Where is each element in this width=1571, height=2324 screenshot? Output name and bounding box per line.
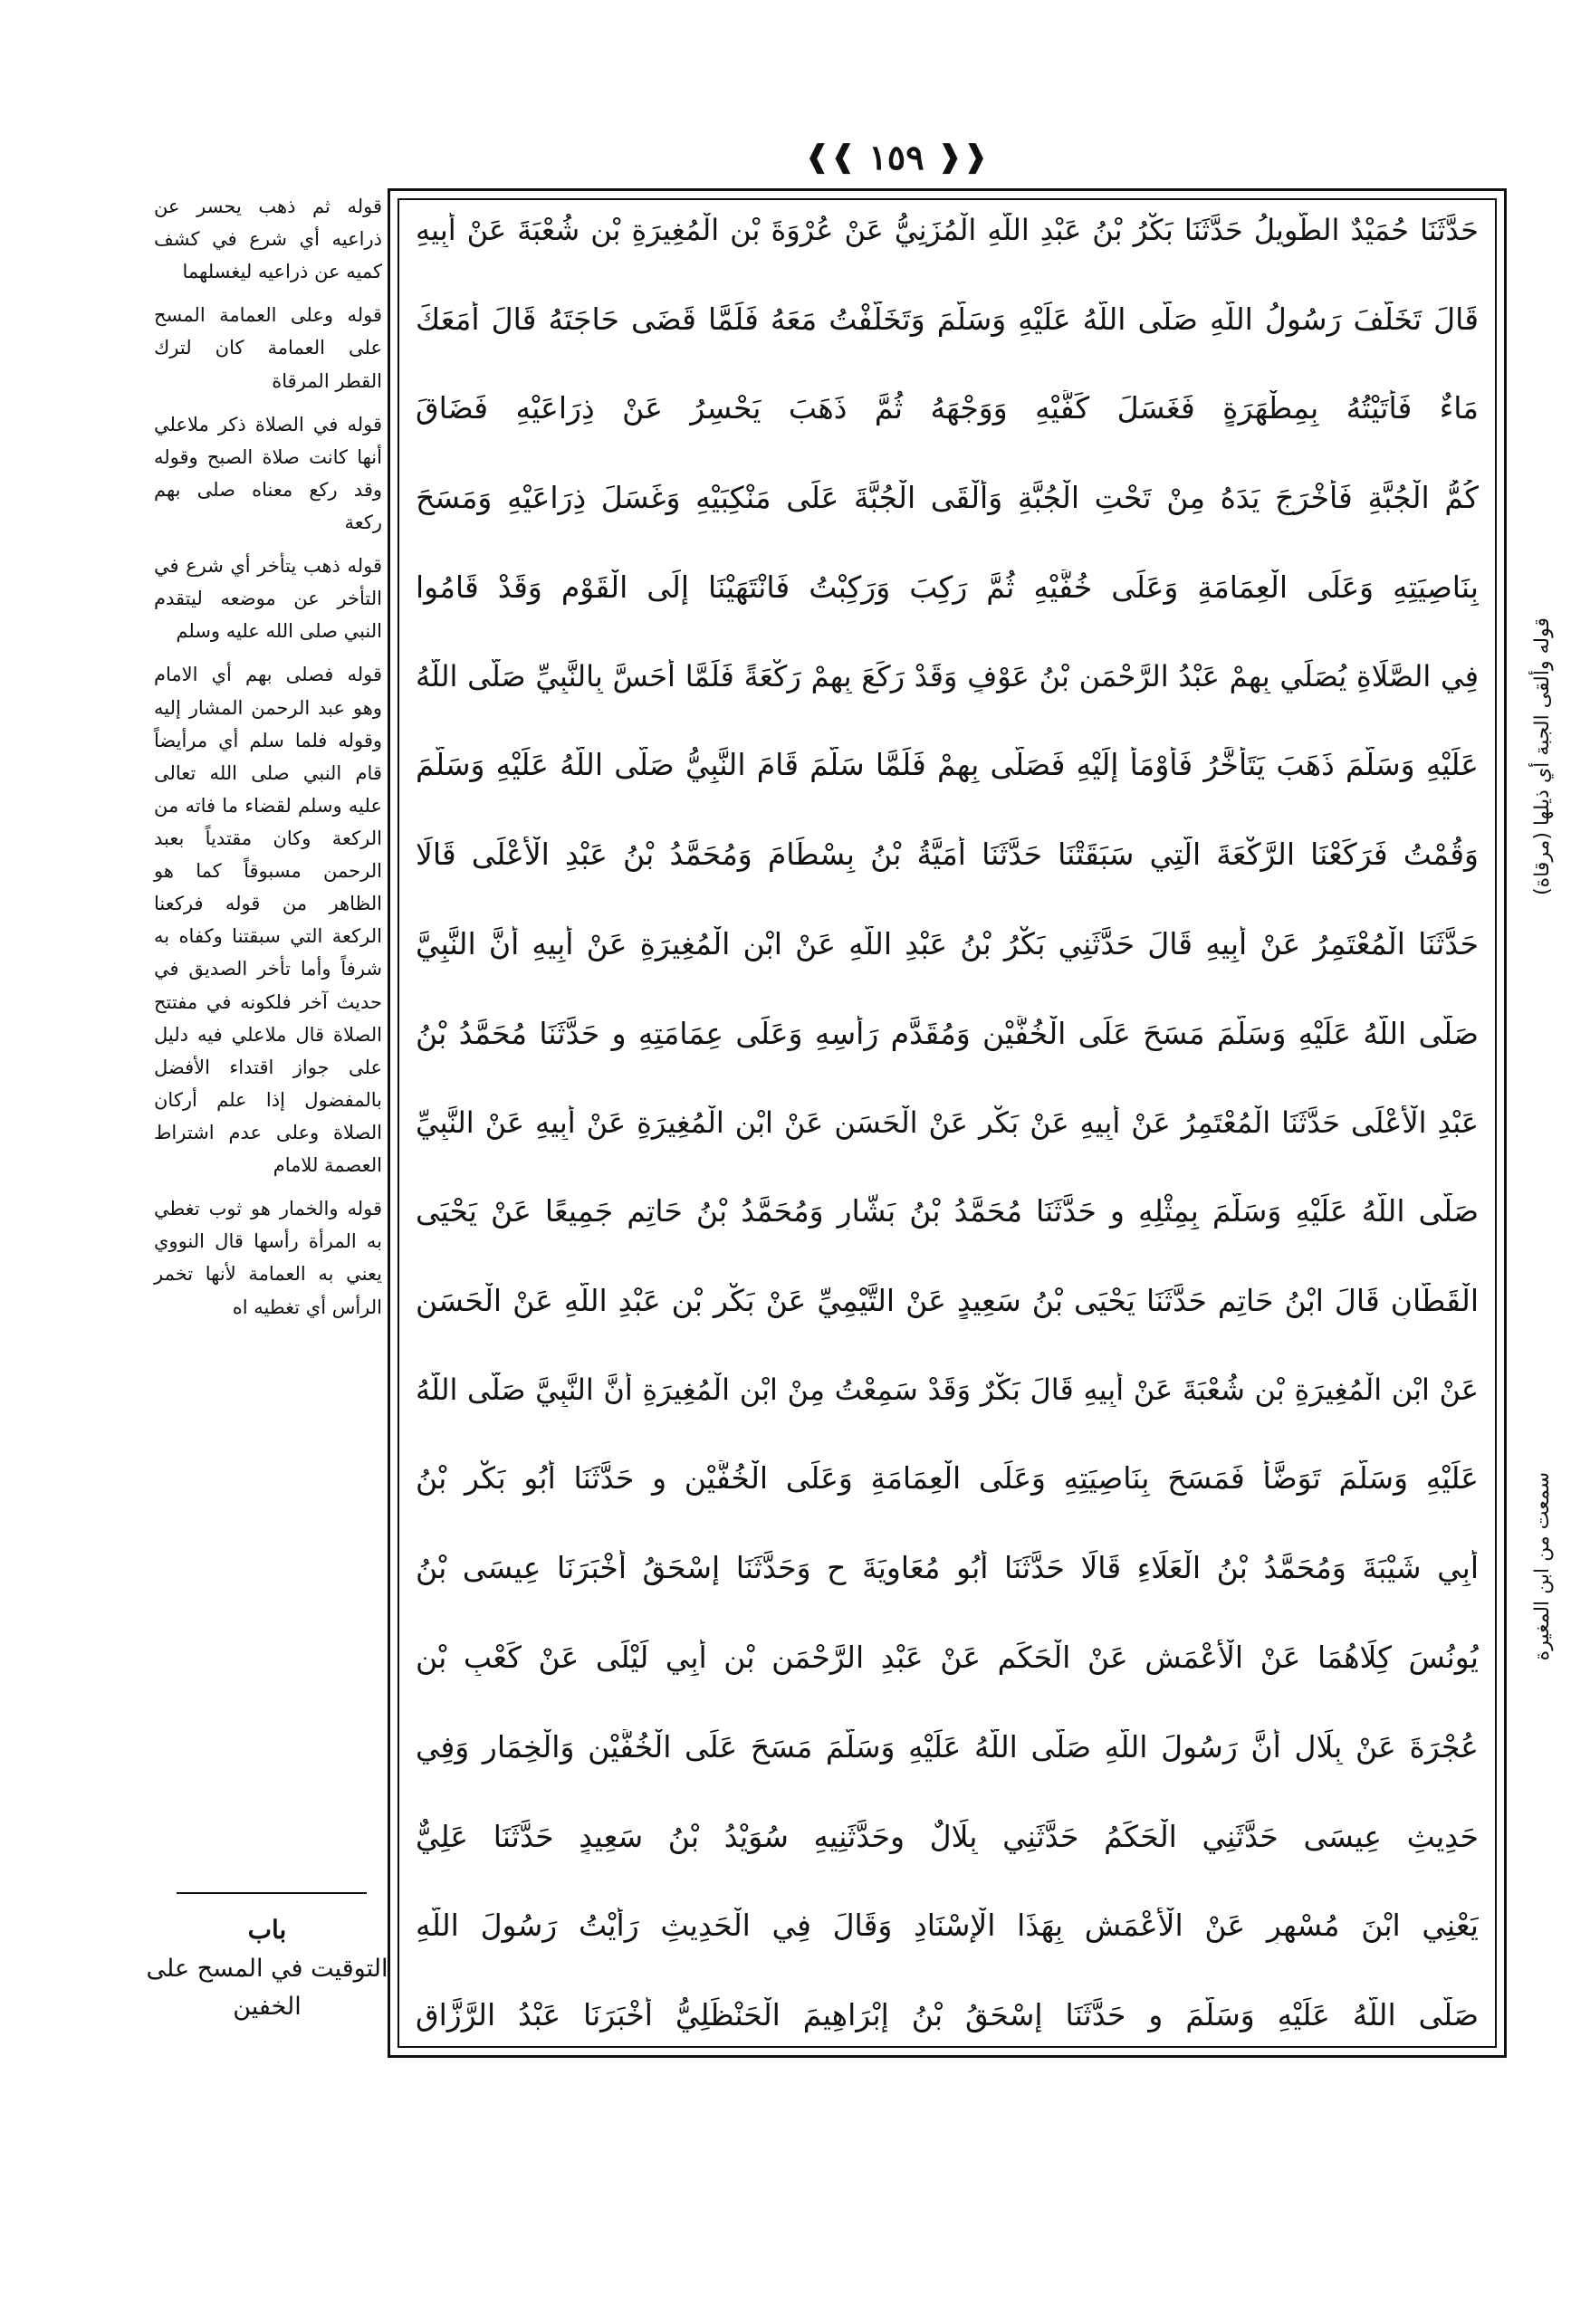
commentary-note: قوله في الصلاة ذكر ملاعلي أنها كانت صلاة الصبح وقوله وقد ركع معناه صلى بهم ركعة [154,413,382,533]
main-text-line: قَالَ تَخَلَّفَ رَسُولُ اللَّهِ صَلَّى اللَّهُ عَلَيْهِ وَسَلَّمَ وَتَخَلَّفْتُ مَعَهُ فَلَمَّا قَضَى حَاجَتَهُ قَالَ أَمَعَكَ [416,301,1479,337]
commentary-note: قوله وعلى العمامة المسح على العمامة كان لترك القطر المرقاة [154,304,382,392]
page-number-text: ١٥٩ [868,136,924,177]
page-number [788,131,1005,182]
main-text-body [416,213,1479,2033]
main-text-line: أَبِي شَيْبَةَ وَمُحَمَّدُ بْنُ الْعَلَاءِ قَالَا حَدَّثَنَا أَبُو مُعَاوِيَةَ ح وَحَدَّثَنَا إِسْحَقُ أَخْبَرَنَا عِيسَى بْنُ [416,1550,1479,1586]
ornament-left-icon: ❰❰ [804,139,857,175]
margin-commentary [154,190,382,1874]
chapter-title: التوقيت في المسح على الخفين [146,1955,388,2021]
main-text-line: صَلَّى اللَّهُ عَلَيْهِ وَسَلَّمَ بِمِثْلِهِ و حَدَّثَنَا مُحَمَّدُ بْنُ بَشَّارٍ وَمُحَمَّدُ بْنُ حَاتِمٍ جَمِيعًا عَنْ يَحْيَى [416,1193,1479,1229]
main-text-line: يُونُسَ كِلَاهُمَا عَنْ الْأَعْمَشِ عَنْ الْحَكَمِ عَنْ عَبْدِ الرَّحْمَنِ بْنِ أَبِي لَيْلَى عَنْ كَعْبِ بْنِ [416,1639,1479,1675]
main-text-line: فِي الصَّلَاةِ يُصَلِّي بِهِمْ عَبْدُ الرَّحْمَنِ بْنُ عَوْفٍ وَقَدْ رَكَعَ بِهِمْ رَكْعَةً فَلَمَّا أَحَسَّ بِالنَّبِيِّ صَلَّى اللَّهُ [416,658,1479,693]
main-text-line: عُجْرَةَ عَنْ بِلَالٍ أَنَّ رَسُولَ اللَّهِ صَلَّى اللَّهُ عَلَيْهِ وَسَلَّمَ مَسَحَ عَلَى الْخُفَّيْنِ وَالْخِمَارِ وَفِي [416,1728,1479,1765]
main-text-line: مَاءٌ فَأَتَيْتُهُ بِمِطْهَرَةٍ فَغَسَلَ كَفَّيْهِ وَوَجْهَهُ ثُمَّ ذَهَبَ يَحْسِرُ عَنْ ذِرَاعَيْهِ فَضَاقَ [416,390,1479,426]
main-text-line: حَدَّثَنَا حُمَيْدٌ الطَّوِيلُ حَدَّثَنَا بَكْرُ بْنُ عَبْدِ اللَّهِ الْمُزَنِيُّ عَنْ عُرْوَةَ بْنِ الْمُغِيرَةِ بْنِ شُعْبَةَ عَنْ أَبِيهِ [416,213,1479,247]
commentary-note: قوله والخمار هو ثوب تغطي به المرأة رأسها قال النووي يعني به العمامة لأنها تخمر الرأس أي تغطيه اه [154,1198,382,1318]
commentary-note: قوله فصلى بهم أي الامام وهو عبد الرحمن المشار إليه وقوله فلما سلم أي مرأيضاً قام النبي صلى الله تعالى عليه وسلم لقضاء ما فاته من الركعة وكان مقتدياً بعبد الرحمن مسبوقاً كما هو الظاهر من قوله فركعنا الركعة التي سبقتنا وكفاه به شرفاً وأما تأخر الصديق في حديث آخر فلكونه في مفتتح الصلاة قال ملاعلي فيه دليل على جواز اقتداء الأفضل بالمفضول إذا علم أركان الصلاة وعلى عدم اشتراط العصمة للامام [154,664,382,1177]
main-text-line: كُمُّ الْجُبَّةِ فَأَخْرَجَ يَدَهُ مِنْ تَحْتِ الْجُبَّةِ وَأَلْقَى الْجُبَّةَ عَلَى مَنْكِبَيْهِ وَغَسَلَ ذِرَاعَيْهِ وَمَسَحَ [416,480,1479,516]
side-note [1524,502,1560,1009]
main-text-line: وَقُمْتُ فَرَكَعْنَا الرَّكْعَةَ الَّتِي سَبَقَتْنَا حَدَّثَنَا أُمَيَّةُ بْنُ بِسْطَامَ وَمُحَمَّدُ بْنُ عَبْدِ الْأَعْلَى قَالَا [416,837,1479,873]
chapter-heading [145,1915,389,2026]
commentary-note: قوله ثم ذهب يحسر عن ذراعيه أي شرع في كشف كميه عن ذراعيه ليغسلهما [154,196,382,283]
main-text-line: عَبْدِ الْأَعْلَى حَدَّثَنَا الْمُعْتَمِرُ عَنْ أَبِيهِ عَنْ بَكْرٍ عَنْ الْحَسَنِ عَنْ ابْنِ الْمُغِيرَةِ عَنْ أَبِيهِ عَنْ النَّبِيِّ [416,1105,1479,1140]
side-note-text: سمعت من ابن المغيرة [1530,1471,1554,1661]
side-note-text: قوله وألقى الجبة أي ذيلها (مرقاة) [1530,617,1554,895]
commentary-note: قوله ذهب يتأخر أي شرع في التأخر عن موضعه ليتقدم النبي صلى الله عليه وسلم [154,555,382,643]
chapter-label: باب [247,1915,287,1945]
main-text-line: عَلَيْهِ وَسَلَّمَ تَوَضَّأَ فَمَسَحَ بِنَاصِيَتِهِ وَعَلَى الْعِمَامَةِ وَعَلَى الْخُفَّيْنِ و حَدَّثَنَا أَبُو بَكْرِ بْنُ [416,1460,1479,1497]
main-text-line: حَدِيثِ عِيسَى حَدَّثَنِي الْحَكَمُ حَدَّثَنِي بِلَالٌ وحَدَّثَنِيهِ سُوَيْدُ بْنُ سَعِيدٍ حَدَّثَنَا عَلِيٌّ [416,1818,1479,1854]
main-text-frame [388,188,1507,2058]
side-note [1524,1363,1560,1770]
ornament-right-icon: ❱❱ [936,139,989,175]
main-text-line: الْقَطَّانِ قَالَ ابْنُ حَاتِمٍ حَدَّثَنَا يَحْيَى بْنُ سَعِيدٍ عَنْ التَّيْمِيِّ عَنْ بَكْرِ بْنِ عَبْدِ اللَّهِ عَنْ الْحَسَنِ [416,1282,1479,1318]
main-text-line: صَلَّى اللَّهُ عَلَيْهِ وَسَلَّمَ و حَدَّثَنَا إِسْحَقُ بْنُ إِبْرَاهِيمَ الْحَنْظَلِيُّ أَخْبَرَنَا عَبْدُ الرَّزَّاقِ [416,1997,1479,2033]
main-text-line: حَدَّثَنَا الْمُعْتَمِرُ عَنْ أَبِيهِ قَالَ حَدَّثَنِي بَكْرُ بْنُ عَبْدِ اللَّهِ عَنْ ابْنِ الْمُغِيرَةِ عَنْ أَبِيهِ أَنَّ النَّبِيَّ [416,925,1479,961]
main-text-line: يَعْنِي ابْنَ مُسْهِرٍ عَنْ الْأَعْمَشِ بِهَذَا الْإِسْنَادِ وَقَالَ فِي الْحَدِيثِ رَأَيْتُ رَسُولَ اللَّهِ [416,1908,1479,1944]
main-text-line: عَنْ ابْنِ الْمُغِيرَةِ بْنِ شُعْبَةَ عَنْ أَبِيهِ قَالَ بَكْرٌ وَقَدْ سَمِعْتُ مِنْ ابْنِ الْمُغِيرَةِ أَنَّ النَّبِيَّ صَلَّى اللَّهُ [416,1372,1479,1407]
main-text-line: بِنَاصِيَتِهِ وَعَلَى الْعِمَامَةِ وَعَلَى خُفَّيْهِ ثُمَّ رَكِبَ وَرَكِبْتُ فَانْتَهَيْنَا إِلَى الْقَوْمِ وَقَدْ قَامُوا [416,569,1479,605]
main-text-line: صَلَّى اللَّهُ عَلَيْهِ وَسَلَّمَ مَسَحَ عَلَى الْخُفَّيْنِ وَمُقَدَّمِ رَأْسِهِ وَعَلَى عِمَامَتِهِ و حَدَّثَنَا مُحَمَّدُ بْنُ [416,1015,1479,1051]
commentary-divider [177,1892,367,1899]
main-text-line: عَلَيْهِ وَسَلَّمَ ذَهَبَ يَتَأَخَّرُ فَأَوْمَأَ إِلَيْهِ فَصَلَّى بِهِمْ فَلَمَّا سَلَّمَ قَامَ النَّبِيُّ صَلَّى اللَّهُ عَلَيْهِ وَسَلَّمَ [416,747,1479,783]
